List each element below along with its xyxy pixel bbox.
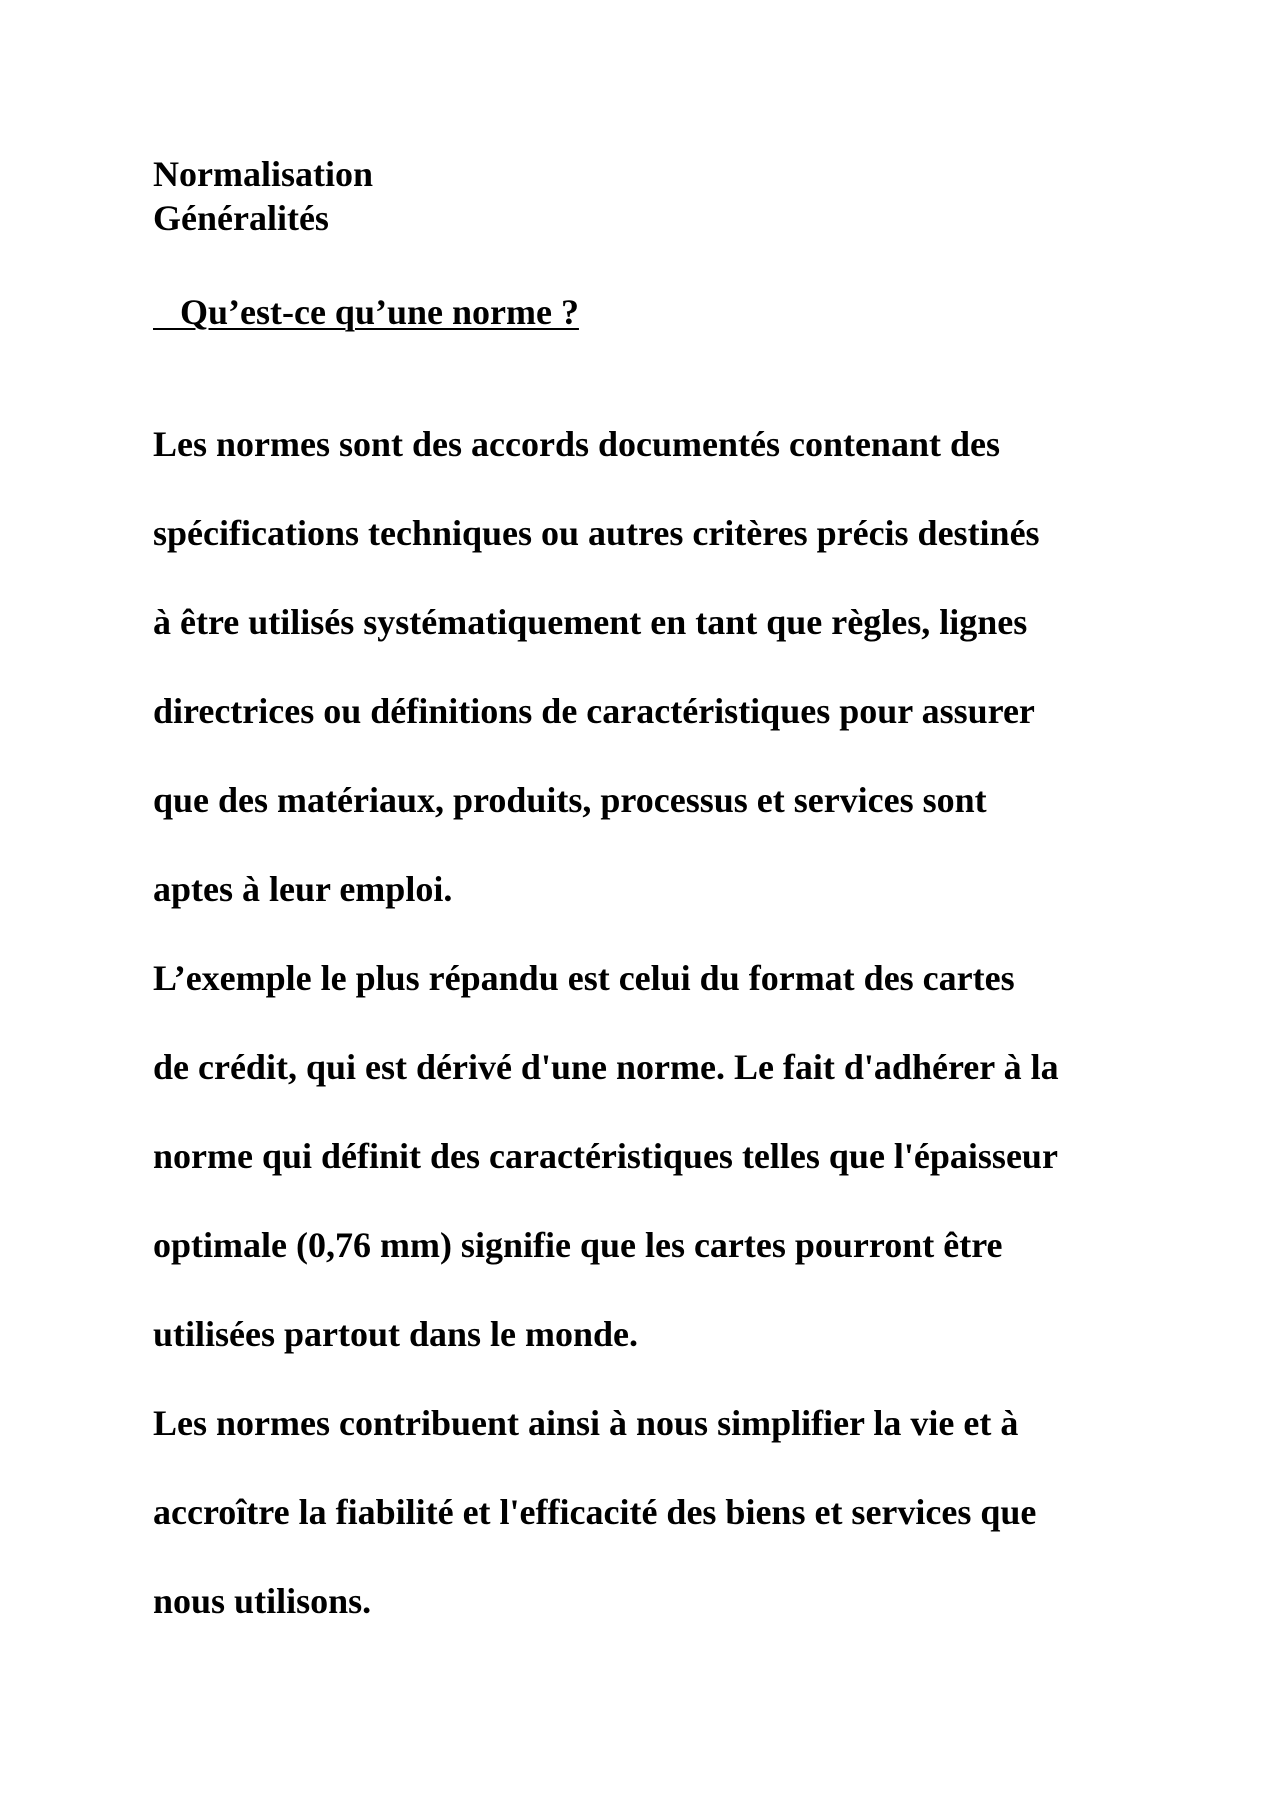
paragraph-line: nous utilisons. bbox=[153, 1581, 372, 1621]
paragraph-line: accroître la fiabilité et l'efficacité des biens et services que bbox=[153, 1492, 1037, 1532]
paragraph-line: de crédit, qui est dérivé d'une norme. Le fait d'adhérer à la bbox=[153, 1047, 1059, 1087]
section-question: Qu’est-ce qu’une norme ? bbox=[153, 292, 579, 332]
paragraph-line: aptes à leur emploi. bbox=[153, 869, 453, 909]
paragraph-line: directrices ou définitions de caractéristiques pour assurer bbox=[153, 691, 1035, 731]
paragraph-line: norme qui définit des caractéristiques telles que l'épaisseur bbox=[153, 1136, 1058, 1176]
page-title: Normalisation bbox=[153, 154, 373, 194]
page-subtitle: Généralités bbox=[153, 198, 329, 238]
paragraph-line: que des matériaux, produits, processus et services sont bbox=[153, 780, 987, 820]
paragraph-line: à être utilisés systématiquement en tant que règles, lignes bbox=[153, 602, 1028, 642]
paragraph-line: Les normes sont des accords documentés contenant des bbox=[153, 424, 1000, 464]
paragraph-line: Les normes contribuent ainsi à nous simplifier la vie et à bbox=[153, 1403, 1019, 1443]
paragraph-line: L’exemple le plus répandu est celui du format des cartes bbox=[153, 958, 1015, 998]
paragraph-line: utilisées partout dans le monde. bbox=[153, 1314, 639, 1354]
paragraph-line: optimale (0,76 mm) signifie que les cartes pourront être bbox=[153, 1225, 1003, 1265]
heading-block bbox=[153, 152, 373, 240]
paragraph-line: spécifications techniques ou autres critères précis destinés bbox=[153, 513, 1040, 553]
